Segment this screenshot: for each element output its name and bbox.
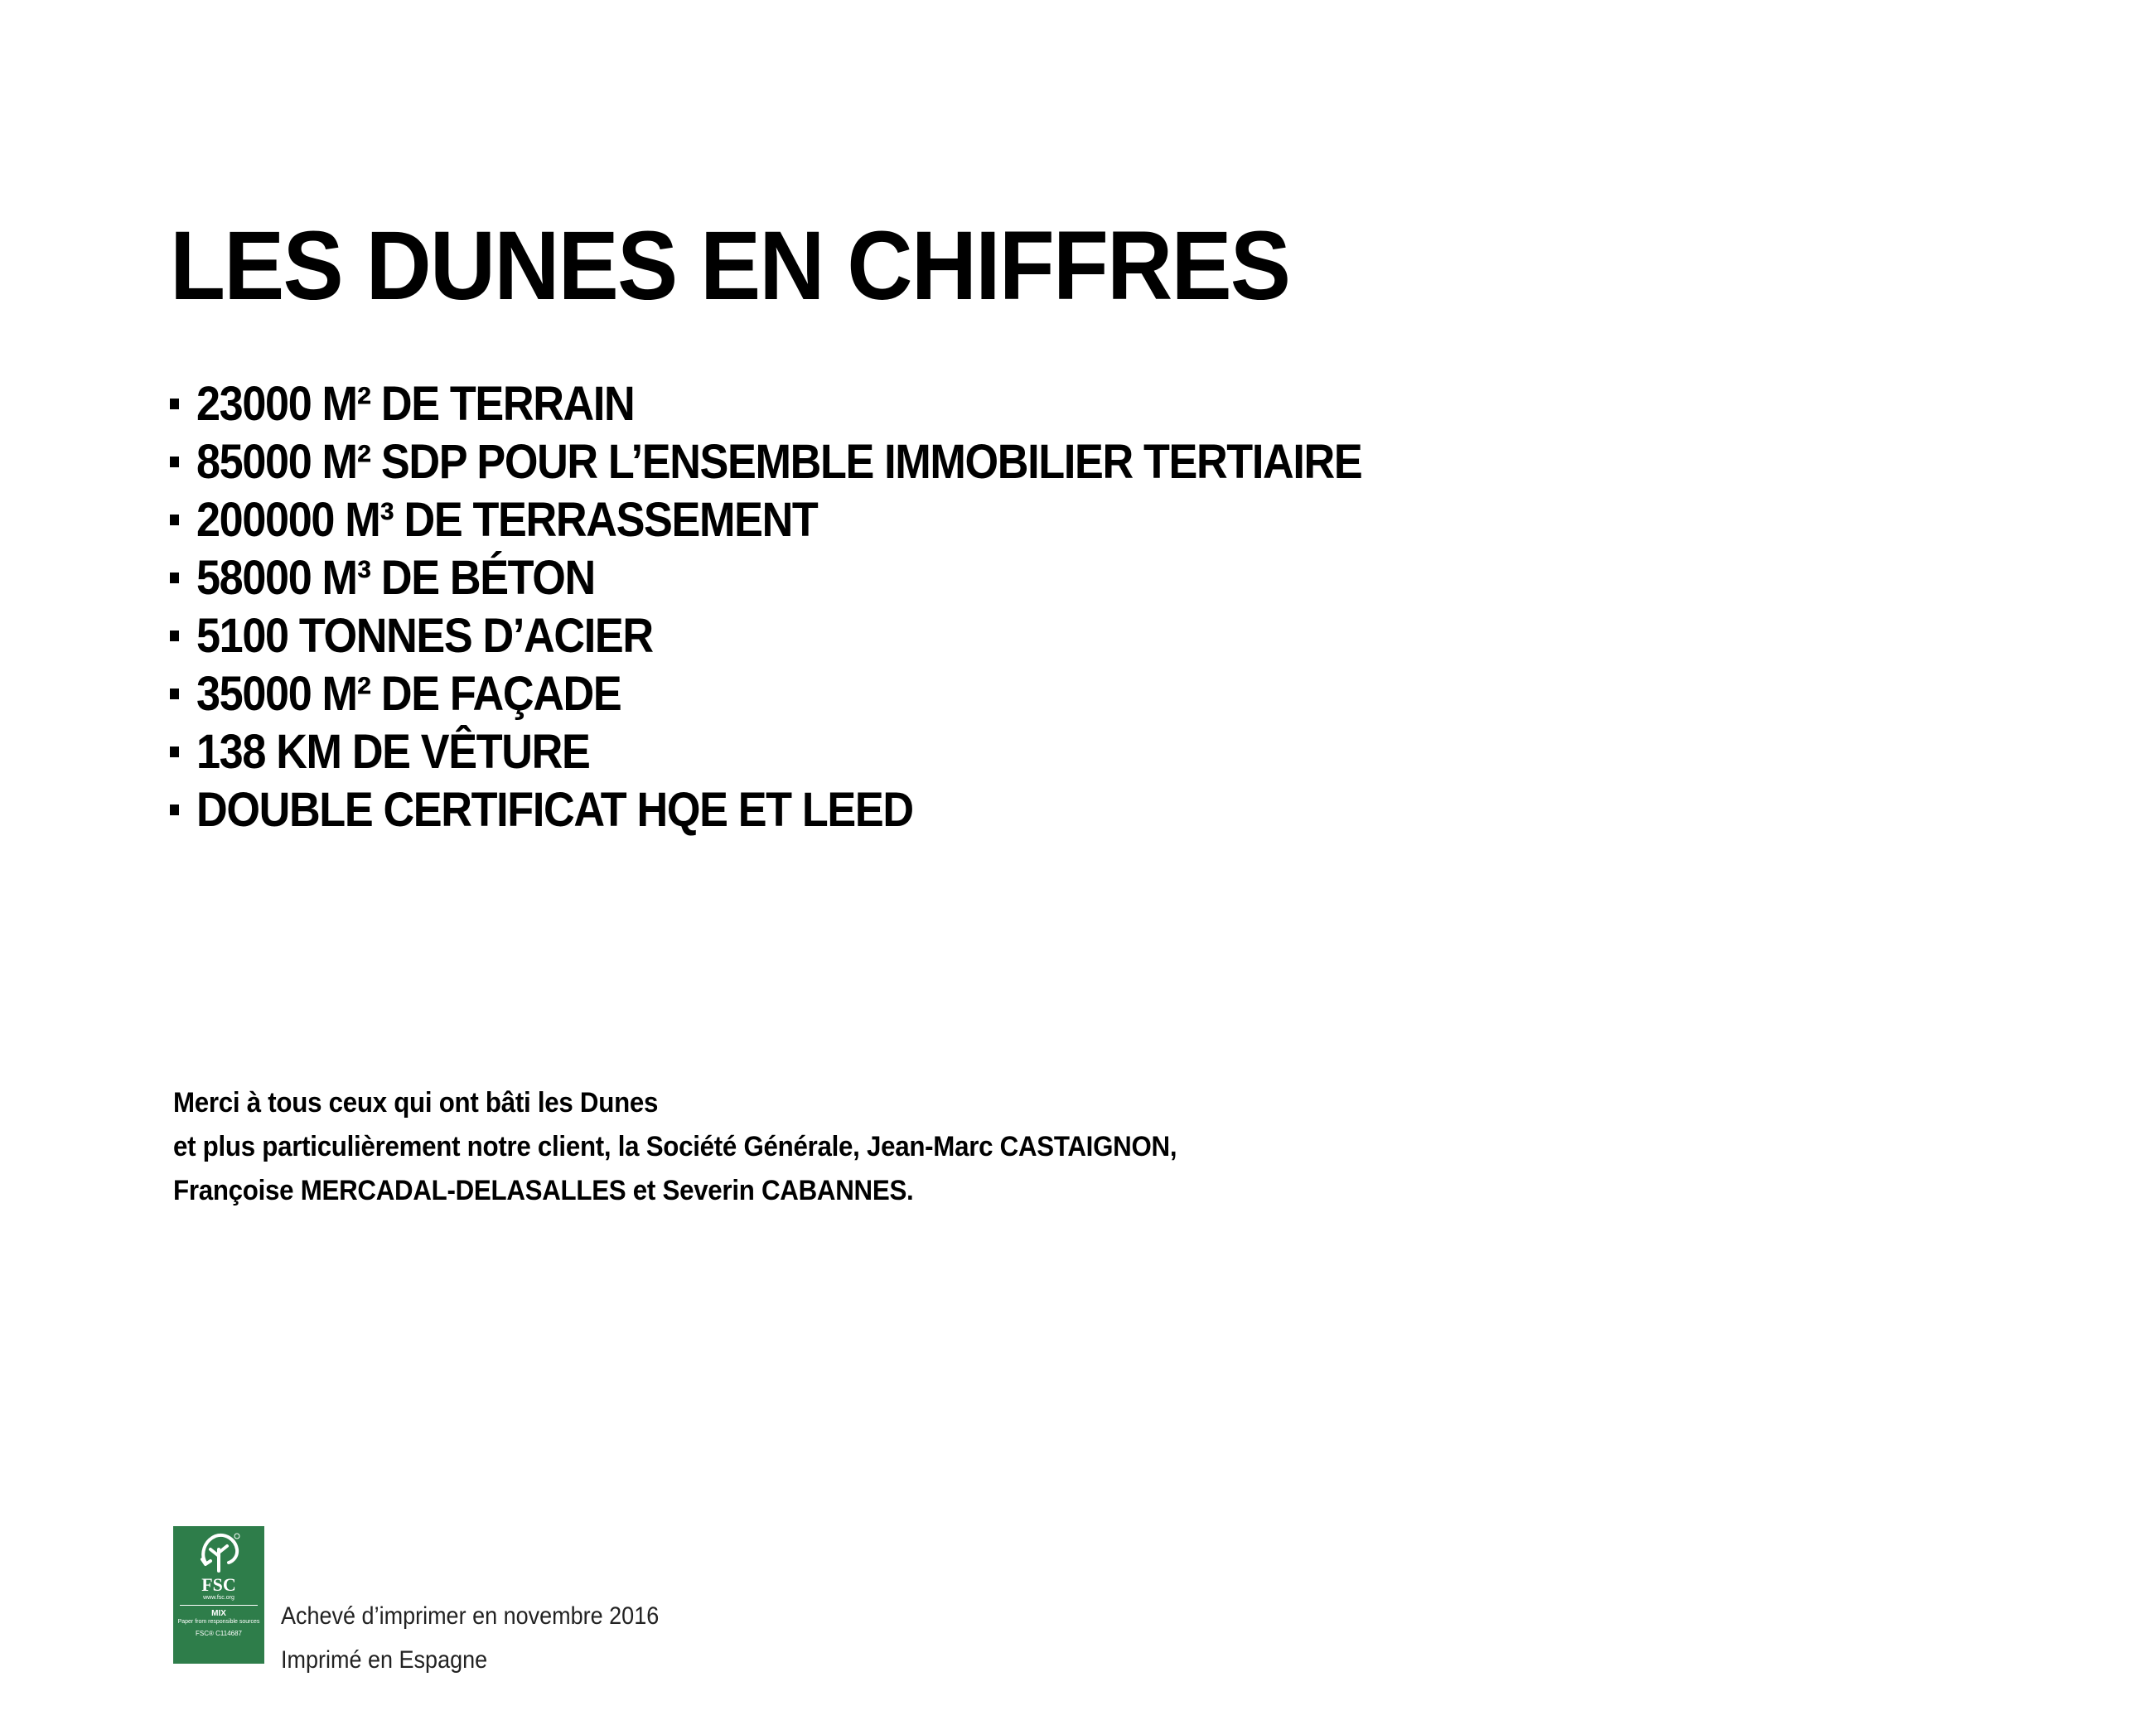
fsc-mix-label: MIX xyxy=(211,1609,226,1618)
fact-item xyxy=(170,722,1491,780)
acknowledgement-line: Merci à tous ceux qui ont bâti les Dunes xyxy=(173,1087,659,1119)
acknowledgements xyxy=(173,1081,1264,1213)
print-info xyxy=(281,1594,701,1682)
bullet-icon xyxy=(170,747,179,757)
bullet-icon xyxy=(170,631,179,641)
fsc-divider xyxy=(180,1605,258,1606)
fsc-code: FSC® C114687 xyxy=(196,1630,242,1637)
bullet-icon xyxy=(170,805,179,815)
fact-item xyxy=(170,490,1491,548)
bullet-icon xyxy=(170,515,179,525)
fsc-tree-icon xyxy=(196,1531,242,1574)
page-title: LES DUNES EN CHIFFRES xyxy=(170,211,1290,321)
fact-text: 200000 M³ DE TERRASSEMENT xyxy=(196,492,818,547)
bullet-icon xyxy=(170,457,179,467)
print-country: Imprimé en Espagne xyxy=(281,1646,488,1674)
facts-list xyxy=(170,374,1491,838)
bullet-icon xyxy=(170,573,179,583)
fact-text: 58000 M³ DE BÉTON xyxy=(196,550,595,605)
fact-text: 138 KM DE VÊTURE xyxy=(196,724,590,779)
fact-text: 23000 M² DE TERRAIN xyxy=(196,376,635,431)
fact-item xyxy=(170,432,1491,490)
fact-text: DOUBLE CERTIFICAT HQE ET LEED xyxy=(196,782,913,837)
fact-text: 85000 M² SDP POUR L’ENSEMBLE IMMOBILIER TERTIAIRE xyxy=(196,434,1362,489)
fact-text: 35000 M² DE FAÇADE xyxy=(196,666,621,721)
fact-text: 5100 TONNES D’ACIER xyxy=(196,608,653,663)
fact-item xyxy=(170,664,1491,722)
print-date: Achevé d’imprimer en novembre 2016 xyxy=(281,1602,660,1630)
fsc-name: FSC xyxy=(201,1574,236,1595)
acknowledgement-line: Françoise MERCADAL-DELASALLES et Severin CABANNES. xyxy=(173,1175,914,1206)
fact-item xyxy=(170,780,1491,838)
fact-item xyxy=(170,548,1491,606)
fsc-description: Paper from responsible sources xyxy=(177,1619,260,1625)
bullet-icon xyxy=(170,399,179,409)
bullet-icon xyxy=(170,689,179,699)
fsc-url: www.fsc.org xyxy=(203,1595,234,1601)
fsc-logo xyxy=(173,1526,264,1664)
fact-item xyxy=(170,374,1491,432)
fact-item xyxy=(170,606,1491,664)
acknowledgement-line: et plus particulièrement notre client, la Société Générale, Jean-Marc CASTAIGNON, xyxy=(173,1131,1177,1162)
